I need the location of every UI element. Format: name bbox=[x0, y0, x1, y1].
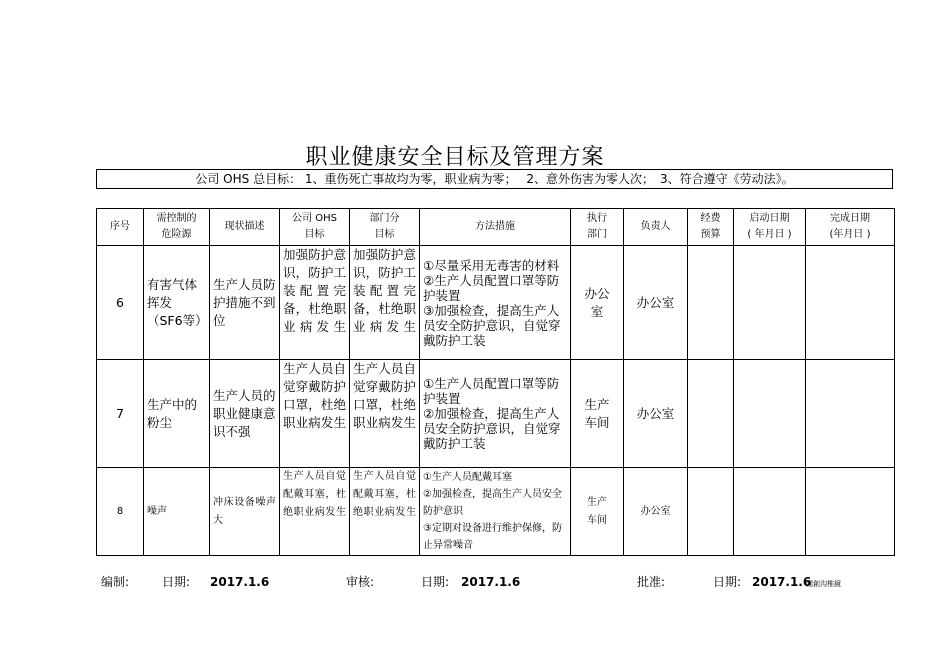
compile-label: 编制: bbox=[101, 575, 130, 589]
row-ohs-goal: 生产人员自觉配戴耳塞，杜绝职业病发生 bbox=[280, 468, 350, 556]
row-exec-dept: 办公 室 bbox=[571, 246, 624, 360]
row-hazard: 有害气体挥发（SF6等） bbox=[144, 246, 210, 360]
row-budget bbox=[688, 468, 734, 556]
signature-footer bbox=[0, 574, 950, 590]
table-header-row bbox=[97, 209, 895, 246]
approve-date: 2017.1.6 bbox=[752, 575, 812, 589]
review-date: 2017.1.6 bbox=[461, 575, 521, 589]
row-method: ①生产人员配戴耳塞 ②加强检查，提高生产人员安全防护意识 ③定期对设备进行维护保修，防止异常噪音 bbox=[420, 468, 571, 556]
row-status: 生产人员的职业健康意识不强 bbox=[210, 360, 280, 468]
page-title: 职业健康安全目标及管理方案 bbox=[305, 145, 605, 170]
row-end-date bbox=[806, 360, 895, 468]
date-label: 日期: bbox=[162, 575, 191, 589]
row-end-date bbox=[806, 468, 895, 556]
compile-date: 2017.1.6 bbox=[210, 575, 270, 589]
row-method: ①尽量采用无毒害的材料 ②生产人员配置口罩等防护装置 ③加强检查，提高生产人员安全防护意识，自觉穿戴防护工装 bbox=[420, 246, 571, 360]
company-goal-line: 公司 OHS 总目标： 1、重伤死亡事故均为零，职业病为零； 2、意外伤害为零人次； 3、符合遵守《劳动法》。 bbox=[96, 169, 893, 189]
row-no: 8 bbox=[97, 468, 144, 556]
date-label: 日期: bbox=[713, 575, 742, 589]
header-no: 序号 bbox=[97, 209, 144, 246]
row-status: 生产人员防护措施不到位 bbox=[210, 246, 280, 360]
review-label: 审核: bbox=[346, 575, 375, 589]
header-owner: 负责人 bbox=[624, 209, 688, 246]
row-budget bbox=[688, 360, 734, 468]
header-exec-dept: 执行 部门 bbox=[571, 209, 624, 246]
row-start-date bbox=[734, 468, 806, 556]
header-ohs-goal: 公司 OHS 目标 bbox=[280, 209, 350, 246]
header-dept-goal: 部门分 目标 bbox=[350, 209, 420, 246]
row-exec-dept: 生产 车间 bbox=[571, 468, 624, 556]
row-owner: 办公室 bbox=[624, 360, 688, 468]
row-start-date bbox=[734, 246, 806, 360]
row-status: 冲床设备噪声大 bbox=[210, 468, 280, 556]
row-owner: 办公室 bbox=[624, 468, 688, 556]
table-row bbox=[97, 360, 895, 468]
row-ohs-goal: 生产人员自觉穿戴防护口罩，杜绝职业病发生 bbox=[280, 360, 350, 468]
table-row bbox=[97, 246, 895, 360]
row-budget bbox=[688, 246, 734, 360]
ohs-management-table bbox=[96, 208, 895, 556]
header-status: 现状描述 bbox=[210, 209, 280, 246]
row-owner: 办公室 bbox=[624, 246, 688, 360]
row-end-date bbox=[806, 246, 895, 360]
date-label: 日期: bbox=[421, 575, 450, 589]
header-end-date: 完成日期 (年月日 ) bbox=[806, 209, 895, 246]
row-no: 7 bbox=[97, 360, 144, 468]
row-exec-dept: 生产 车间 bbox=[571, 360, 624, 468]
watermark-text: 闖創沟椎鏡 bbox=[806, 580, 841, 588]
row-hazard: 噪声 bbox=[144, 468, 210, 556]
row-dept-goal: 加强防护意识，防护工装配置完备，杜绝职业病发生 bbox=[350, 246, 420, 360]
header-start-date: 启动日期 ( 年月日 ) bbox=[734, 209, 806, 246]
header-budget: 经费 预算 bbox=[688, 209, 734, 246]
header-method: 方法措施 bbox=[420, 209, 571, 246]
row-dept-goal: 生产人员自觉穿戴防护口罩，杜绝职业病发生 bbox=[350, 360, 420, 468]
row-ohs-goal: 加强防护意识，防护工装配置完备，杜绝职业病发生 bbox=[280, 246, 350, 360]
row-no: 6 bbox=[97, 246, 144, 360]
header-hazard: 需控制的 危险源 bbox=[144, 209, 210, 246]
table-row bbox=[97, 468, 895, 556]
row-dept-goal: 生产人员自觉配戴耳塞，杜绝职业病发生 bbox=[350, 468, 420, 556]
row-hazard: 生产中的粉尘 bbox=[144, 360, 210, 468]
row-method: ①生产人员配置口罩等防护装置 ②加强检查，提高生产人员安全防护意识，自觉穿戴防护工装 bbox=[420, 360, 571, 468]
row-start-date bbox=[734, 360, 806, 468]
approve-label: 批准: bbox=[637, 575, 666, 589]
